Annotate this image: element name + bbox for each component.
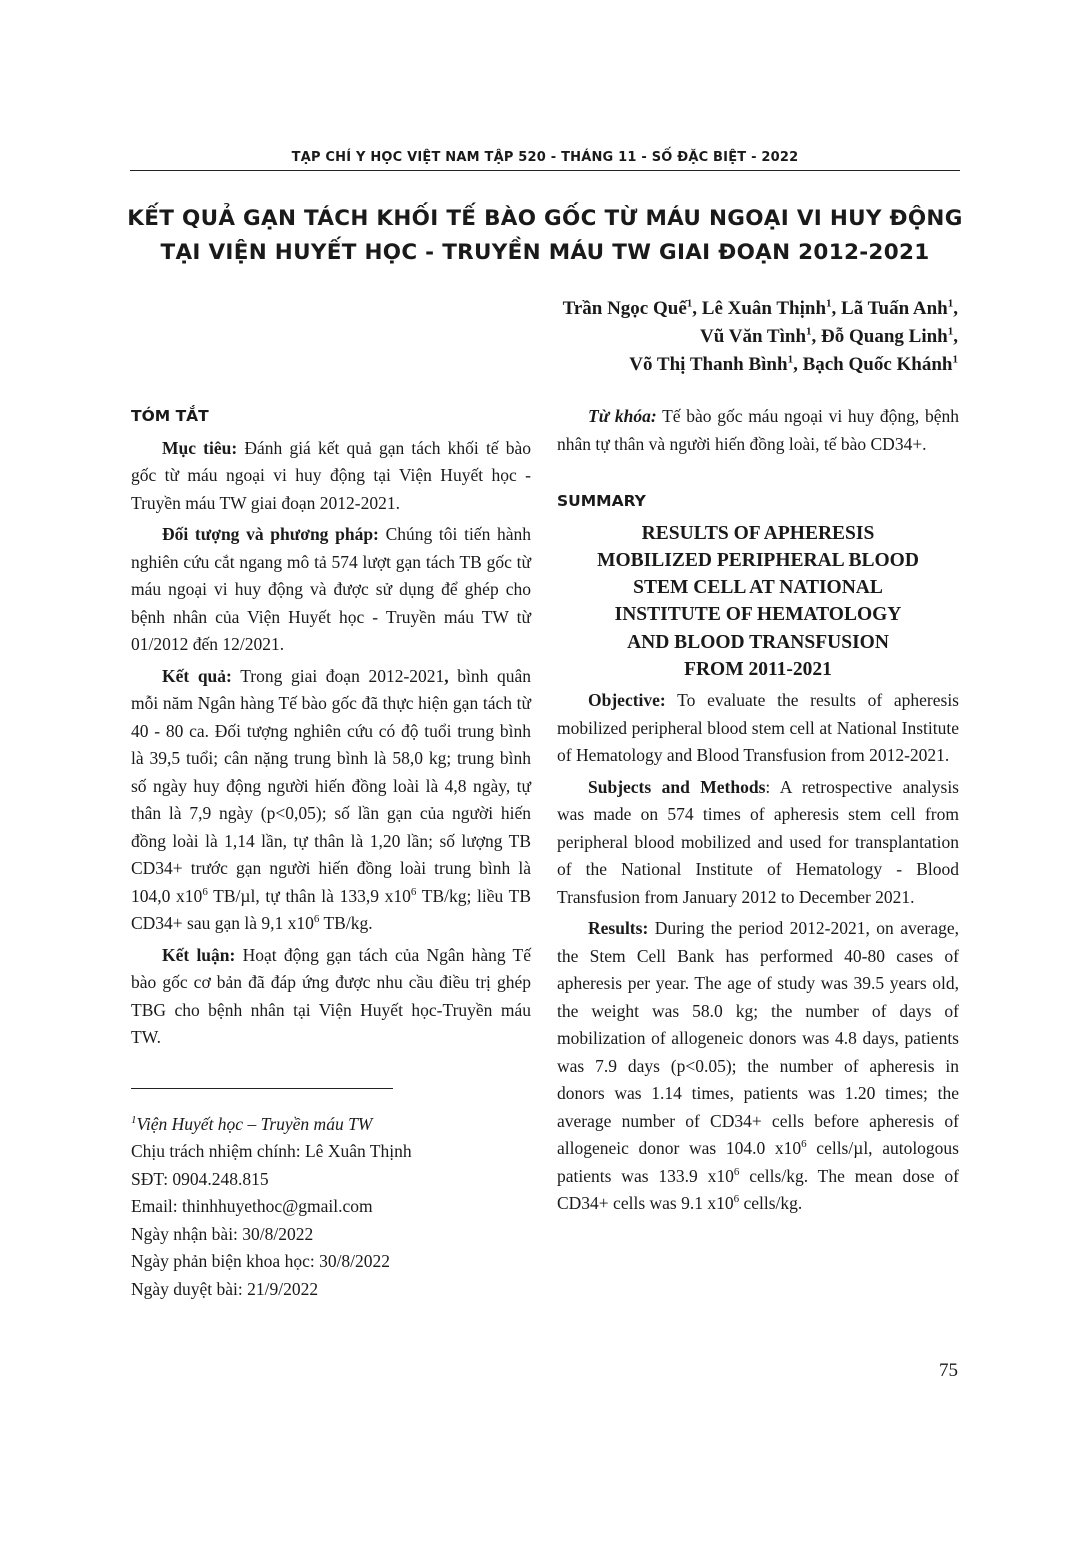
title-line-1: KẾT QUẢ GẠN TÁCH KHỐI TẾ BÀO GỐC TỪ MÁU NGOẠI VI HUY ĐỘNG: [127, 206, 963, 231]
summary-results: Results: During the period 2012-2021, on average, the Stem Cell Bank has performed 40-80 cases of apheresis per year. The age of study was 39.5 years old, the weight was 58.0 kg; the number of days of mobilization of allogeneic donors was 4.8 days, patients was 7.9 days (p<0.05); the number of apheresis in donors was 1.14 times, patients was 1.20 times; the average number of CD34+ cells before apheresis of allogeneic donor was 104.0 $x10^6$ cells/µl, autologous patients was 133.9 $x10^6$ cells/kg. The mean dose of CD34+ cells was 9.1 $x10^6$ cells/kg.: [557, 918, 960, 1214]
left-column: [131, 403, 531, 1303]
running-head: TẠP CHÍ Y HỌC VIỆT NAM TẬP 520 - THÁNG 11 - SỐ ĐẶC BIỆT - 2022: [291, 150, 799, 165]
footnote-phone: SĐT: 0904.248.815: [131, 1168, 269, 1189]
author-name: Lê Xuân Thịnh: [701, 298, 827, 319]
summary-heading: SUMMARY: [557, 492, 646, 510]
page-number: 75: [939, 1360, 958, 1381]
summary-methods: Subjects and Methods: A retrospective analysis was made on 574 times of apheresis stem cell from peripheral blood mobilized and used for transplantation of the National Institute of Hematology - Blood Transfusion from January 2012 to December 2021.: [557, 776, 959, 907]
footnote-rule: [131, 1088, 393, 1089]
abstract-objective: Mục tiêu: Đánh giá kết quả gạn tách khối tế bào gốc từ máu ngoại vi huy động tại Viện Huyết học - Truyền máu TW giai đoạn 2012-2021.: [131, 437, 532, 513]
footnote-reviewed: Ngày phản biện khoa học: 30/8/2022: [131, 1251, 391, 1271]
author-name: Bạch Quốc Khánh: [802, 354, 953, 375]
author-line-2: Vũ Văn Tình$^1$, Đỗ Quang Linh$^1$,: [700, 325, 958, 347]
abstract-heading: TÓM TẮT: [131, 407, 209, 425]
footnote-accepted: Ngày duyệt bài: 21/9/2022: [131, 1278, 319, 1299]
author-name: Lã Tuấn Anh: [841, 298, 948, 319]
right-column: [557, 403, 959, 1222]
abstract-conclusion: Kết luận: Hoạt động gạn tách của Ngân hàng Tế bào gốc cơ bản đã đáp ứng được nhu cầu điều trị ghép TBG cho bệnh nhân tại Viện Huyết học-Truyền máu TW.: [131, 944, 532, 1047]
summary-title: RESULTS OF APHERESIS MOBILIZED PERIPHERAL BLOOD STEM CELL AT NATIONAL INSTITUTE OF HEMATOLOGY AND BLOOD TRANSFUSION FROM 2011-2021: [597, 522, 919, 680]
author-name: Vũ Văn Tình: [700, 326, 807, 347]
author-name: Đỗ Quang Linh: [821, 326, 948, 347]
author-list: [563, 295, 958, 379]
author-line-3: Võ Thị Thanh Bình$^1$, Bạch Quốc Khánh$^1$: [629, 353, 958, 375]
keywords: Từ khóa: Tế bào gốc máu ngoại vi huy động, bệnh nhân tự thân và người hiến đồng loài, tế bào CD34+.: [557, 406, 959, 454]
header-rule: [130, 170, 960, 171]
footnote-email: Email: thinhhuyethoc@gmail.com: [131, 1196, 373, 1216]
author-name: Võ Thị Thanh Bình: [629, 354, 788, 375]
article-title: [100, 202, 990, 270]
title-line-2: TẠI VIỆN HUYẾT HỌC - TRUYỀN MÁU TW GIAI ĐOẠN 2012-2021: [160, 240, 930, 265]
footnote-received: Ngày nhận bài: 30/8/2022: [131, 1223, 314, 1244]
summary-objective: Objective: To evaluate the results of apheresis mobilized peripheral blood stem cell at National Institute of Hematology and Blood Transfusion from 2012-2021.: [557, 690, 959, 766]
author-name: Trần Ngọc Quế: [562, 298, 687, 319]
abstract-methods: Đối tượng và phương pháp: Chúng tôi tiến hành nghiên cứu cắt ngang mô tả 574 lượt gạn tách TB gốc từ máu ngoại vi huy động và được sử dụng để ghép cho bệnh nhân của Viện Huyết học - Truyền máu TW từ 01/2012 đến 12/2021.: [131, 524, 532, 654]
footnote: [131, 1111, 531, 1304]
author-line-1: Trần Ngọc Quế$^1$, Lê Xuân Thịnh$^1$, Lã Tuấn Anh$^1$,: [562, 297, 958, 319]
abstract-results: Kết quả: Trong giai đoạn 2012-2021, bình quân mỗi năm Ngân hàng Tế bào gốc đã thực hiện gạn tách từ 40 - 80 ca. Đối tượng nghiên cứu có độ tuổi trung bình là 39,5 tuổi; cân nặng trung bình là 58,0 kg; trung bình số ngày huy động người hiến đồng loài là 4,8 ngày, tự thân là 7,9 ngày (p<0,05); số lần gạn của người hiến đồng loài là 1,14 lần, tự thân là 1,20 lần; số lượng TB CD34+ trước gạn người hiến đồng loài trung bình là 104,0 $x10^6$ TB/µl, tự thân là 133,9 $x10^6$ TB/kg; liều TB CD34+ sau gạn là 9,1 $x10^6$ TB/kg.: [131, 665, 532, 933]
footnote-responsible: Chịu trách nhiệm chính: Lê Xuân Thịnh: [131, 1141, 412, 1161]
footnote-affiliation: $^1$Viện Huyết học – Truyền máu TW: [131, 1113, 373, 1134]
